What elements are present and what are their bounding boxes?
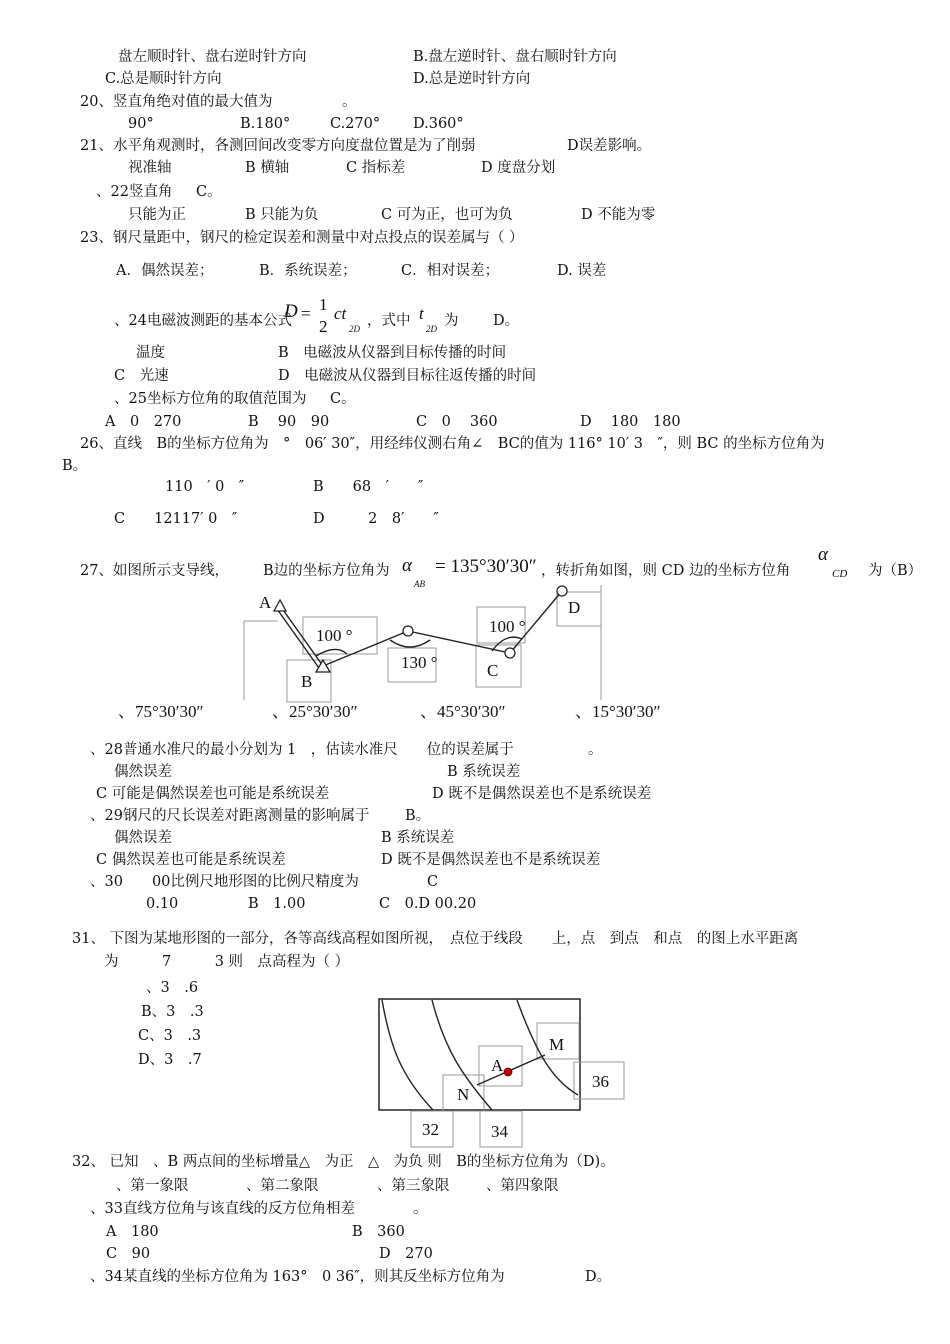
point-m-label: M (549, 1035, 565, 1054)
text-line-l56: C 可能是偶然误差也可能是系统误差 (96, 786, 330, 802)
text-line-l87: D。 (585, 1269, 612, 1285)
text-line-l42: 26、直线 B的坐标方位角为 ° 06′ 30″，用经纬仪测右角∠ BC的值为 116° 10′ 3 ″，则 BC 的坐标方位角为 (80, 436, 825, 452)
text-line-l01: 盘左顺时针、盘右逆时针方向 (118, 49, 307, 65)
text-line-l15: C 指标差 (346, 160, 406, 176)
text-line-l51: 为（B） (868, 563, 923, 579)
text-line-l12: D误差影响。 (567, 138, 652, 154)
text-line-l37: C。 (330, 391, 356, 407)
text-line-l85: D 270 (379, 1246, 433, 1262)
text-line-l27: D. 误差 (557, 263, 607, 279)
text-line-l17: 、22竖直角 (96, 184, 173, 200)
text-line-l73: C、3 .3 (138, 1028, 202, 1044)
point-n-label: N (457, 1085, 470, 1104)
text-line-l04: D.总是逆时针方向 (413, 71, 531, 87)
text-line-l34: C 光速 (114, 368, 169, 384)
formula-sub1: 2D (349, 324, 360, 334)
text-line-l79: 、第四象限 (486, 1178, 559, 1194)
text-line-l14: B 横轴 (245, 160, 290, 176)
alpha-cd-sub: CD (832, 568, 848, 580)
text-line-l39: B 90 90 (248, 414, 330, 430)
text-line-l60: 偶然误差 (114, 830, 172, 846)
text-line-l20: B 只能为负 (245, 207, 319, 223)
text-line-l16: D 度盘分划 (481, 160, 556, 176)
contour-34-label: 34 (491, 1122, 508, 1141)
text-line-l48: 27、如图所示支导线， (80, 563, 229, 579)
text-line-l28: 、24电磁波测距的基本公式 (114, 313, 292, 329)
text-line-l54: 偶然误差 (114, 764, 172, 780)
text-line-l45: B 68 ′ ″ (313, 479, 424, 495)
text-line-l64: 、30 00比例尺地形图的比例尺精度为 (90, 874, 359, 890)
text-line-l72: B、3 .3 (141, 1004, 204, 1020)
text-line-l77: 、第二象限 (246, 1178, 319, 1194)
text-line-l66: 0.10 (146, 896, 179, 912)
text-line-l41: D 180 180 (580, 414, 681, 430)
text-line-l08: B.180° (240, 116, 291, 132)
text-line-l43: B。 (62, 458, 88, 474)
text-line-l40: C 0 360 (416, 414, 498, 430)
text-line-l82: A 180 (106, 1224, 159, 1240)
q27-option-0: 、75°30′30″ (118, 702, 204, 721)
text-line-l21: C 可为正，也可为负 (381, 207, 513, 223)
text-line-l05: 20、竖直角绝对值的最大值为 (80, 94, 273, 110)
text-line-l58: 、29钢尺的尺长误差对距离测量的影响属于 (90, 808, 370, 824)
text-line-l22: D 不能为零 (581, 207, 656, 223)
text-line-l78: 、第三象限 (377, 1178, 450, 1194)
text-line-l18: C。 (196, 184, 222, 200)
text-line-l03: C.总是顺时针方向 (105, 71, 222, 87)
text-line-l09: C.270° (330, 116, 381, 132)
point-a-label: A (259, 593, 272, 612)
text-line-l49: B边的坐标方位角为 (263, 563, 390, 579)
text-line-l76: 、第一象限 (116, 1178, 189, 1194)
text-line-l70: 为 7 3 则 点高程为（ ） (104, 954, 350, 970)
alpha-ab-value: = 135°30′30″ (435, 556, 537, 577)
text-line-l50: ，转折角如图，则 CD 边的坐标方位角 (541, 563, 791, 579)
text-line-l25: B．系统误差； (259, 263, 357, 279)
text-line-l63: D 既不是偶然误差也不是系统误差 (381, 852, 601, 868)
text-line-l71: 、3 .6 (146, 980, 199, 996)
text-line-l53: 。 (588, 742, 603, 758)
text-line-l75: 32、 已知 、B 两点间的坐标增量△ 为正 △ 为负 则 B的坐标方位角为（D)。 (72, 1154, 615, 1170)
text-line-l55: B 系统误差 (447, 764, 521, 780)
angle-mid-label: 130 ° (401, 653, 438, 672)
text-line-l32: 温度 (136, 345, 165, 361)
text-line-l19: 只能为正 (128, 207, 186, 223)
q27-option-3: 、15°30′30″ (575, 702, 661, 721)
point-b-label: B (301, 672, 313, 691)
formula-eq: = (301, 304, 311, 323)
formula-d: D (284, 301, 298, 322)
angle-c-label: 100 ° (489, 617, 526, 636)
point-c-label: C (487, 661, 499, 680)
text-line-l11: 21、水平角观测时，各测回间改变零方向度盘位置是为了削弱 (80, 138, 476, 154)
text-line-l81: 。 (413, 1201, 428, 1217)
point-a2-label: A (491, 1056, 504, 1075)
contour-32-label: 32 (422, 1120, 439, 1139)
text-line-l57: D 既不是偶然误差也不是系统误差 (432, 786, 652, 802)
text-line-l24: A．偶然误差； (116, 263, 214, 279)
angle-b-label: 100 ° (316, 626, 353, 645)
text-line-l65: C (427, 874, 439, 890)
text-line-l80: 、33直线方位角与该直线的反方位角相差 (90, 1201, 355, 1217)
text-line-l62: C 偶然误差也可能是系统误差 (96, 852, 286, 868)
formula-den: 2 (319, 317, 328, 336)
text-line-l07: 90° (128, 116, 154, 132)
point-d-label: D (568, 598, 581, 617)
text-line-l47: D 2 8′ ″ (313, 511, 439, 527)
q27-option-2: 、45°30′30″ (420, 702, 506, 721)
formula-ct: ct (334, 304, 347, 323)
text-line-l31: D。 (493, 313, 520, 329)
text-line-l44: 110 ′ 0 ″ (165, 479, 245, 495)
text-line-l38: A 0 270 (105, 414, 182, 430)
text-line-l61: B 系统误差 (381, 830, 455, 846)
text-line-l52: 、28普通水准尺的最小分划为 1 ，估读水准尺 位的误差属于 (90, 742, 514, 758)
text-line-l26: C．相对误差； (401, 263, 500, 279)
text-line-l68: C 0.D 00.20 (379, 896, 477, 912)
q27-option-1: 、25°30′30″ (272, 702, 358, 721)
text-line-l59: B。 (405, 808, 431, 824)
formula-sub2: 2D (426, 324, 437, 334)
text-line-l10: D.360° (413, 116, 464, 132)
text-line-l29: ，式中 (367, 313, 411, 329)
text-line-l23: 23、钢尺量距中，钢尺的检定误差和测量中对点投点的误差属与（ ） (80, 230, 524, 246)
text-line-l13: 视准轴 (128, 160, 172, 176)
text-line-l74: D、3 .7 (138, 1052, 202, 1068)
text-line-l86: 、34某直线的坐标方位角为 163° 0 36″，则其反坐标方位角为 (90, 1269, 505, 1285)
text-line-l46: C 12117′ 0 ″ (114, 511, 238, 527)
alpha-cd: α (818, 544, 828, 565)
text-line-l84: C 90 (106, 1246, 151, 1262)
text-line-l83: B 360 (352, 1224, 405, 1240)
formula-num: 1 (319, 295, 328, 314)
text-line-l30: 为 (444, 313, 459, 329)
text-line-l02: B.盘左逆时针、盘右顺时针方向 (413, 49, 617, 65)
text-line-l06: 。 (342, 94, 357, 110)
alpha-ab-sub: AB (414, 579, 425, 589)
text-line-l35: D 电磁波从仪器到目标往返传播的时间 (278, 368, 537, 384)
contour-36-label: 36 (592, 1072, 609, 1091)
formula-t: t (419, 304, 424, 323)
text-line-l69: 31、 下图为某地形图的一部分，各等高线高程如图所视， 点位于线段 上，点 到点 和点 的图上水平距离 (72, 931, 799, 947)
text-line-l36: 、25坐标方位角的取值范围为 (114, 391, 307, 407)
alpha-ab: α (402, 555, 412, 576)
text-line-l33: B 电磁波从仪器到目标传播的时间 (278, 345, 507, 361)
text-line-l67: B 1.00 (248, 896, 306, 912)
